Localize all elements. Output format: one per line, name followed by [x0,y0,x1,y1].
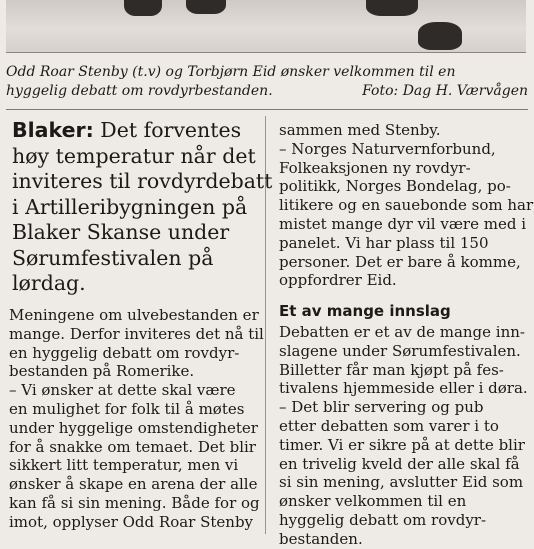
body-line: imot, opplyser Odd Roar Stenby [9,512,254,531]
body-line: en hyggelig debatt om rovdyr- [9,343,240,362]
photo-credit: Foto: Dag H. Værvågen [362,83,528,99]
photo-caption [6,63,528,101]
caption-line-2 [6,82,528,101]
body-line: Billetter får man kjøpt på fes- [279,360,504,379]
body-line: mange. Derfor inviteres det nå til [9,324,264,343]
body-line: sammen med Stenby. [279,121,441,139]
article-photo [6,0,526,53]
body-line: ønsker velkommen til en [279,492,467,511]
body-line: under hyggelige omstendigheter [9,418,258,437]
body-line: etter debatten som varer i to [279,416,499,435]
body-line: ønsker å skape en arena der alle [9,475,258,494]
body-line: bestanden på Romerike. [9,362,195,381]
photo-figure-right-shoe-2 [418,22,462,50]
lead-line: lørdag. [12,271,86,295]
body-line: en trivelig kveld der alle skal få [279,454,520,473]
body-line: panelet. Vi har plass til 150 [279,233,489,252]
body-line: tivalens hjemmeside eller i døra. [279,379,528,398]
body-line: si sin mening, avslutter Eid som [279,473,524,492]
body-line: litikere og en sauebonde som har [279,196,534,215]
body-right-column-top [279,121,533,290]
body-line: oppfordrer Eid. [279,271,397,290]
body-line: Meningene om ulvebestanden er [9,306,259,324]
body-line: personer. Det er bare å komme, [279,252,521,271]
lead-line: inviteres til rovdyrdebatt [12,169,273,193]
body-line: timer. Vi er sikre på at dette blir [279,435,525,454]
body-line: hyggelig debatt om rovdyr- [279,510,487,529]
body-line: kan få si sin mening. Både for og [9,493,260,512]
body-line: Debatten er et av de mange inn- [279,323,525,341]
body-line: – Det blir servering og pub [279,398,484,417]
caption-divider [6,109,528,110]
body-line: mistet mange dyr vil være med i [279,214,527,233]
photo-figure-right-shoe [366,0,418,16]
lead-line: Sørumfestivalen på [12,245,214,270]
body-left-column [9,306,264,532]
lead-line [12,118,272,144]
body-line: – Vi ønsker at dette skal være [9,381,236,400]
caption-line-1: Odd Roar Stenby (t.v) og Torbjørn Eid ønsker velkommen til en [6,64,456,80]
body-right-column-bottom [279,323,528,549]
lead-paragraph [12,118,272,297]
section-subhead: Et av mange innslag [279,302,451,320]
body-line: slagene under Sørumfestivalen. [279,341,521,360]
body-line: politikk, Norges Bondelag, po- [279,177,511,196]
body-line: sikkert litt temperatur, men vi [9,456,239,475]
caption-line-2-text: hyggelig debatt om rovdyrbestanden. [6,83,273,99]
body-line: for å snakke om temaet. Det blir [9,437,256,456]
lead-line-text: Det forventes [93,118,242,142]
lead-line: i Artilleribygningen på [12,194,248,219]
dateline-kicker: Blaker: [12,118,94,142]
body-line: bestanden. [279,529,363,548]
body-line: Folkeaksjonen ny rovdyr- [279,158,471,177]
photo-figure-left-shoe-2 [186,0,226,14]
body-line: – Norges Naturvernforbund, [279,139,496,158]
lead-line: høy temperatur når det [12,143,256,168]
body-line: en mulighet for folk til å møtes [9,399,245,418]
photo-figure-left-shoe [124,0,162,16]
lead-line: Blaker Skanse under [12,220,230,244]
